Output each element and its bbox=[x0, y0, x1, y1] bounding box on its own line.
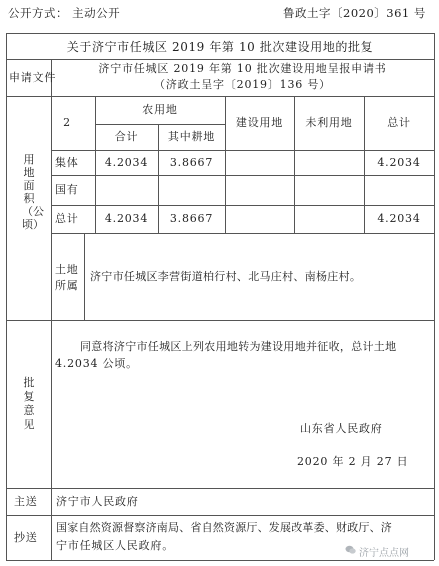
row-collective-sum: 4.2034 bbox=[377, 156, 421, 169]
agricultural-land-header: 农用地 bbox=[142, 103, 178, 116]
disclosure-method: 公开方式： 主动公开 bbox=[8, 6, 121, 20]
col-header-sum: 总计 bbox=[387, 116, 411, 129]
approval-label: 批复意见 bbox=[23, 376, 35, 431]
row-grand-total-sum: 4.2034 bbox=[377, 212, 421, 225]
document-title: 关于济宁市任城区 2019 年第 10 批次建设用地的批复 bbox=[66, 40, 374, 54]
row-grand-total-total: 4.2034 bbox=[104, 212, 149, 225]
land-location-value: 济宁市任城区李营街道柏行村、北马庄村、南杨庄村。 bbox=[90, 270, 362, 283]
row-collective-total: 4.2034 bbox=[104, 156, 149, 169]
approval-text-line1: 同意将济宁市任城区上列农用地转为建设用地并征收，总计土地 bbox=[80, 340, 397, 353]
land-location-label: 土地所属 bbox=[55, 263, 79, 292]
land-area-side-label: 用地面积（公顷） bbox=[22, 153, 44, 231]
col-header-total: 合计 bbox=[114, 130, 139, 143]
approval-date: 2020 年 2 月 27 日 bbox=[297, 455, 409, 468]
main-recipient-value: 济宁市人民政府 bbox=[56, 495, 139, 508]
cc-line1: 国家自然资源督察济南局、省自然资源厅、发展改革委、财政厅、济 bbox=[56, 521, 392, 534]
approval-issuer: 山东省人民政府 bbox=[300, 422, 383, 435]
main-recipient-label: 主送 bbox=[14, 495, 38, 508]
watermark bbox=[345, 544, 409, 559]
cc-line2: 宁市任城区人民政府。 bbox=[56, 539, 174, 552]
col-header-arable: 其中耕地 bbox=[167, 130, 216, 143]
application-number: （济政土呈字〔2019〕136 号） bbox=[154, 78, 331, 91]
chat-bubble-icon bbox=[345, 545, 356, 558]
application-label: 申请文件 bbox=[9, 71, 57, 84]
row-label-state: 国有 bbox=[55, 183, 79, 196]
row-collective-arable: 3.8667 bbox=[169, 156, 214, 169]
approval-text-line2: 4.2034 公顷。 bbox=[55, 357, 138, 370]
row-grand-total-arable: 3.8667 bbox=[169, 212, 214, 225]
watermark-text: 济宁点点网 bbox=[359, 548, 409, 559]
col-header-construction: 建设用地 bbox=[235, 116, 284, 129]
document-number: 鲁政土字〔2020〕361 号 bbox=[283, 6, 426, 20]
row-label-collective: 集体 bbox=[55, 156, 79, 169]
row-label-grand-total: 总计 bbox=[55, 212, 79, 225]
cc-label: 抄送 bbox=[14, 531, 38, 544]
application-title: 济宁市任城区 2019 年第 10 批次建设用地呈报申请书 bbox=[98, 62, 387, 75]
table-corner-number: 2 bbox=[63, 116, 71, 129]
col-header-unused: 未利用地 bbox=[305, 116, 353, 129]
